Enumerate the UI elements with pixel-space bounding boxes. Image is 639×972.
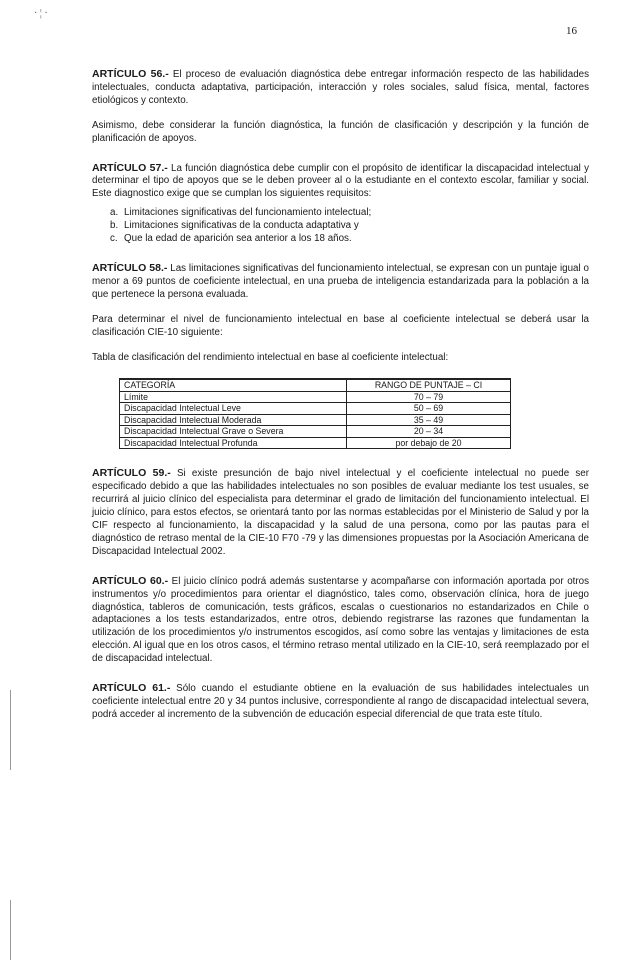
article-heading: ARTÍCULO 58.- xyxy=(92,261,168,274)
list-item-text: Limitaciones significativas del funcionamiento intelectual; xyxy=(124,207,372,219)
list-item xyxy=(110,220,589,233)
list-marker: b. xyxy=(110,220,119,232)
table-cell: Límite xyxy=(120,391,347,403)
article-paragraph: Asimismo, debe considerar la función diagnóstica, la función de clasificación y descripción y la función de planificación de apoyos. xyxy=(92,119,589,144)
list-item-text: Que la edad de aparición sea anterior a los 18 años. xyxy=(124,233,352,245)
table-cell: 70 – 79 xyxy=(347,391,511,403)
list-item xyxy=(110,207,589,220)
article-58 xyxy=(92,262,589,449)
article-paragraph: Para determinar el nivel de funcionamiento intelectual en base al coeficiente intelectual se deberá usar la clasificación CIE-10 siguiente: xyxy=(92,313,589,338)
article-paragraph xyxy=(92,682,589,722)
table-header-row xyxy=(120,379,511,391)
paragraph-text: El proceso de evaluación diagnóstica debe entregar información respecto de las habilidades intelectuales, conducta adaptativa, participación, interacción y roles sociales, salud física, mental, factores etiológicos y contexto. xyxy=(92,69,589,106)
table-cell: Discapacidad Intelectual Grave o Severa xyxy=(120,426,347,438)
article-heading: ARTÍCULO 60.- xyxy=(92,574,169,587)
table-cell: Discapacidad Intelectual Moderada xyxy=(120,414,347,426)
document-body xyxy=(92,68,589,734)
paragraph-text: Si existe presunción de bajo nivel intelectual y el coeficiente intelectual no puede ser especificado debido a que las habilidades intelectuales no son posibles de evaluar mediante los test usuales, se recurrirá al juicio clínico del especialista para determinar el grado de limitación del funcionamiento intelectual. El juicio clínico, para estos efectos, se orientará tanto por las normas establecidas por el Ministerio de Salud y por la CIF respecto al funcionamiento, la discapacidad y la salud de una persona, como por las pautas para el diagnóstico de retraso mental de la CIE-10 F70 -79 y las dimensiones propuestas por la Asociación Americana de Discapacidad Intelectual 2002. xyxy=(92,468,589,557)
article-60 xyxy=(92,575,589,666)
article-paragraph xyxy=(92,575,589,666)
article-paragraph xyxy=(92,162,589,202)
left-margin-line xyxy=(10,900,11,960)
table-cell: 50 – 69 xyxy=(347,403,511,415)
article-heading: ARTÍCULO 57.- xyxy=(92,161,168,174)
article-56 xyxy=(92,68,589,146)
paragraph-text: La función diagnóstica debe cumplir con el propósito de identificar la discapacidad intelectual y determinar el tipo de apoyos que se le deben proveer al o la estudiante en el contexto escolar, familiar y social. Este diagnostico exige que se cumplan los siguientes requisitos: xyxy=(92,162,589,200)
table-caption: Tabla de clasificación del rendimiento intelectual en base al coeficiente intelectual: xyxy=(92,351,449,363)
list-item-text: Limitaciones significativas de la conducta adaptativa y xyxy=(124,220,359,232)
list-marker: a. xyxy=(110,207,119,219)
table-cell: Discapacidad Intelectual Profunda xyxy=(120,437,347,449)
table-row xyxy=(120,414,511,426)
list-item xyxy=(110,233,589,246)
paragraph-text: Sólo cuando el estudiante obtiene en la evaluación de sus habilidades intelectuales un coeficiente intelectual entre 20 y 34 puntos inclusive, correspondiente al rango de discapacidad intelectual severa, podrá acceder al incremento de la subvención de educación especial diferencial de que trata este título. xyxy=(92,683,589,720)
table-cell: por debajo de 20 xyxy=(347,437,511,449)
article-heading: ARTÍCULO 59.- xyxy=(92,467,171,480)
table-row xyxy=(120,391,511,403)
page-number: 16 xyxy=(566,25,577,37)
table-header-cell: RANGO DE PUNTAJE – CI xyxy=(347,379,511,391)
table-cell: 35 – 49 xyxy=(347,414,511,426)
paragraph-text: El juicio clínico podrá además sustentarse y acompañarse con información aportada por otros instrumentos y/o procedimientos para orientar el diagnóstico, tales como, observación clínica, hora de juego diagnóstica, tableros de comunicación, tests gráficos, escalas o cuestionarios no estandarizados en Chile o adaptaciones a los tests estandarizados, entre otros, debiendo registrarse las razones que fundamentan la utilización de los procedimientos y/o instrumentos escogidos, así como sobre las ventajas y limitaciones de esta elección. Al igual que en los otros casos, el término retraso mental utilizado en la CIE-10, será reemplazado por el de discapacidad intelectual. xyxy=(92,575,589,665)
paragraph-text: Las limitaciones significativas del funcionamiento intelectual, se expresan con un puntaje igual o menor a 69 puntos de coeficiente intelectual, en una prueba de inteligencia estandarizada para la población a la que pertenece la persona evaluada. xyxy=(92,262,589,300)
article-heading: ARTÍCULO 61.- xyxy=(92,682,171,695)
table-row xyxy=(120,403,511,415)
left-margin-line xyxy=(10,690,11,770)
article-heading: ARTÍCULO 56.- xyxy=(92,68,169,80)
table-row xyxy=(120,437,511,449)
scan-marks: · ¦ · xyxy=(34,8,48,19)
classification-table-wrap xyxy=(119,378,589,449)
article-paragraph xyxy=(92,467,589,558)
article-paragraph xyxy=(92,68,589,108)
article-paragraph xyxy=(92,262,589,302)
table-row xyxy=(120,426,511,438)
table-cell: 20 – 34 xyxy=(347,426,511,438)
classification-table xyxy=(119,378,511,449)
article-61 xyxy=(92,682,589,722)
table-header-cell: CATEGORÍA xyxy=(120,379,347,391)
list-marker: c. xyxy=(110,233,118,245)
table-cell: Discapacidad Intelectual Leve xyxy=(120,403,347,415)
requirements-list xyxy=(92,207,589,246)
article-59 xyxy=(92,467,589,558)
article-57 xyxy=(92,162,589,246)
